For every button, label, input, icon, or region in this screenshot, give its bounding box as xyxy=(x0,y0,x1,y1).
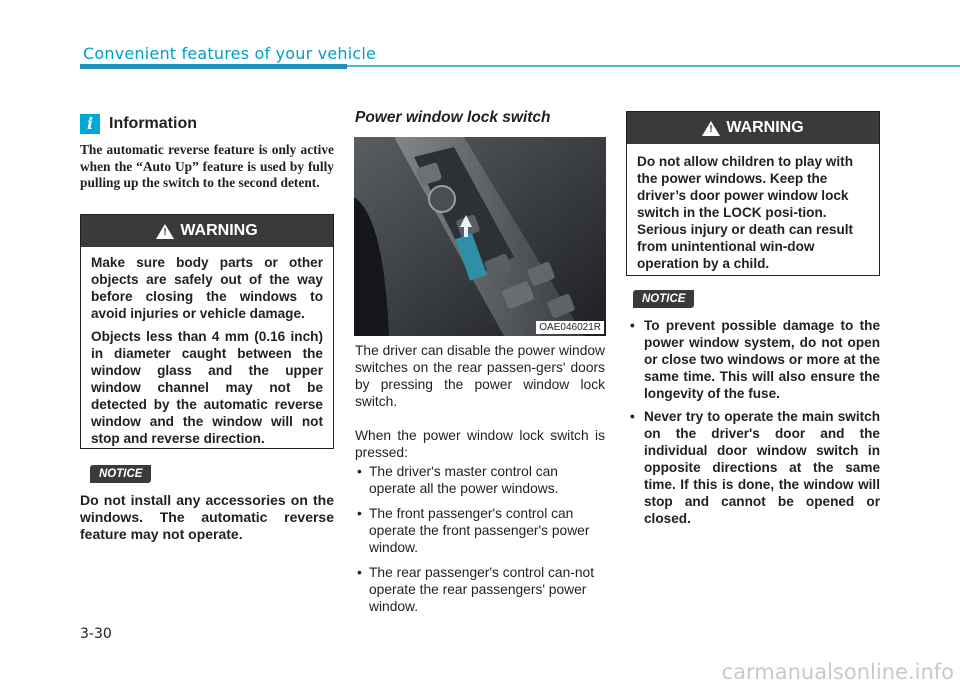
lock-switch-description: The driver can disable the power window switches on the rear passen-gers' doors by pressing the power window lock switch. xyxy=(355,343,606,409)
header-rule-dark xyxy=(80,64,347,69)
warning-triangle-icon: ! xyxy=(156,224,174,239)
watermark: carmanualsonline.info xyxy=(721,660,954,684)
notice-badge: NOTICE xyxy=(90,465,151,483)
lock-switch-effects-list xyxy=(355,463,605,623)
notice-list xyxy=(628,317,880,533)
information-text: The automatic reverse feature is only active when the “Auto Up” feature is used by fully pulling up the switch to the second detent. xyxy=(80,142,334,190)
warning-box-children xyxy=(626,111,880,276)
warning-body xyxy=(81,247,333,461)
power-window-lock-title: Power window lock switch xyxy=(355,109,551,126)
list-item: • The rear passenger's control can-not operate the rear passengers' power window. xyxy=(355,564,605,615)
image-caption: OAE046021R xyxy=(536,321,604,334)
warning-header xyxy=(81,215,333,247)
warning-header xyxy=(627,112,879,144)
list-item: • The front passenger's control can operate the front passenger's power window. xyxy=(355,505,605,556)
lock-switch-pressed-intro: When the power window lock switch is pressed: xyxy=(355,428,605,460)
warning-title: WARNING xyxy=(180,222,258,239)
warning-paragraph: Make sure body parts or other objects are safely out of the way before closing the windows to avoid injuries or vehicle damage. xyxy=(91,255,323,321)
door-switch-panel-illustration xyxy=(354,137,606,336)
warning-triangle-icon: ! xyxy=(702,121,720,136)
notice-text: Do not install any accessories on the windows. The automatic reverse feature may not operate. xyxy=(80,492,334,542)
section-title: Convenient features of your vehicle xyxy=(83,44,377,63)
info-icon: i xyxy=(80,114,100,134)
warning-paragraph: Objects less than 4 mm (0.16 inch) in diameter caught between the window glass and the upper window channel may not be detected by the automatic reverse window and the window will not stop and reverse direction. xyxy=(91,329,323,446)
warning-box-body-parts xyxy=(80,214,334,449)
window-switch-photo xyxy=(354,137,606,336)
information-title: Information xyxy=(109,115,197,132)
list-item: • The driver's master control can operate all the power windows. xyxy=(355,463,605,497)
list-item: • To prevent possible damage to the power window system, do not open or close two windows or more at the same time. This will also ensure the longevity of the fuse. xyxy=(628,317,880,402)
notice-badge: NOTICE xyxy=(633,290,694,308)
header-rule-light xyxy=(347,65,960,67)
warning-title: WARNING xyxy=(726,119,804,136)
list-item: • Never try to operate the main switch on the driver's door and the individual door window switch in opposite directions at the same time. If this is done, the window will stop and cannot be opened or closed. xyxy=(628,408,880,527)
page-number: 3-30 xyxy=(80,626,112,642)
warning-paragraph: Do not allow children to play with the power windows. Keep the driver’s door power window lock switch in the LOCK posi-tion. Serious injury or death can result from unintentional win-dow operation by a child. xyxy=(637,154,854,271)
warning-body xyxy=(627,144,879,286)
